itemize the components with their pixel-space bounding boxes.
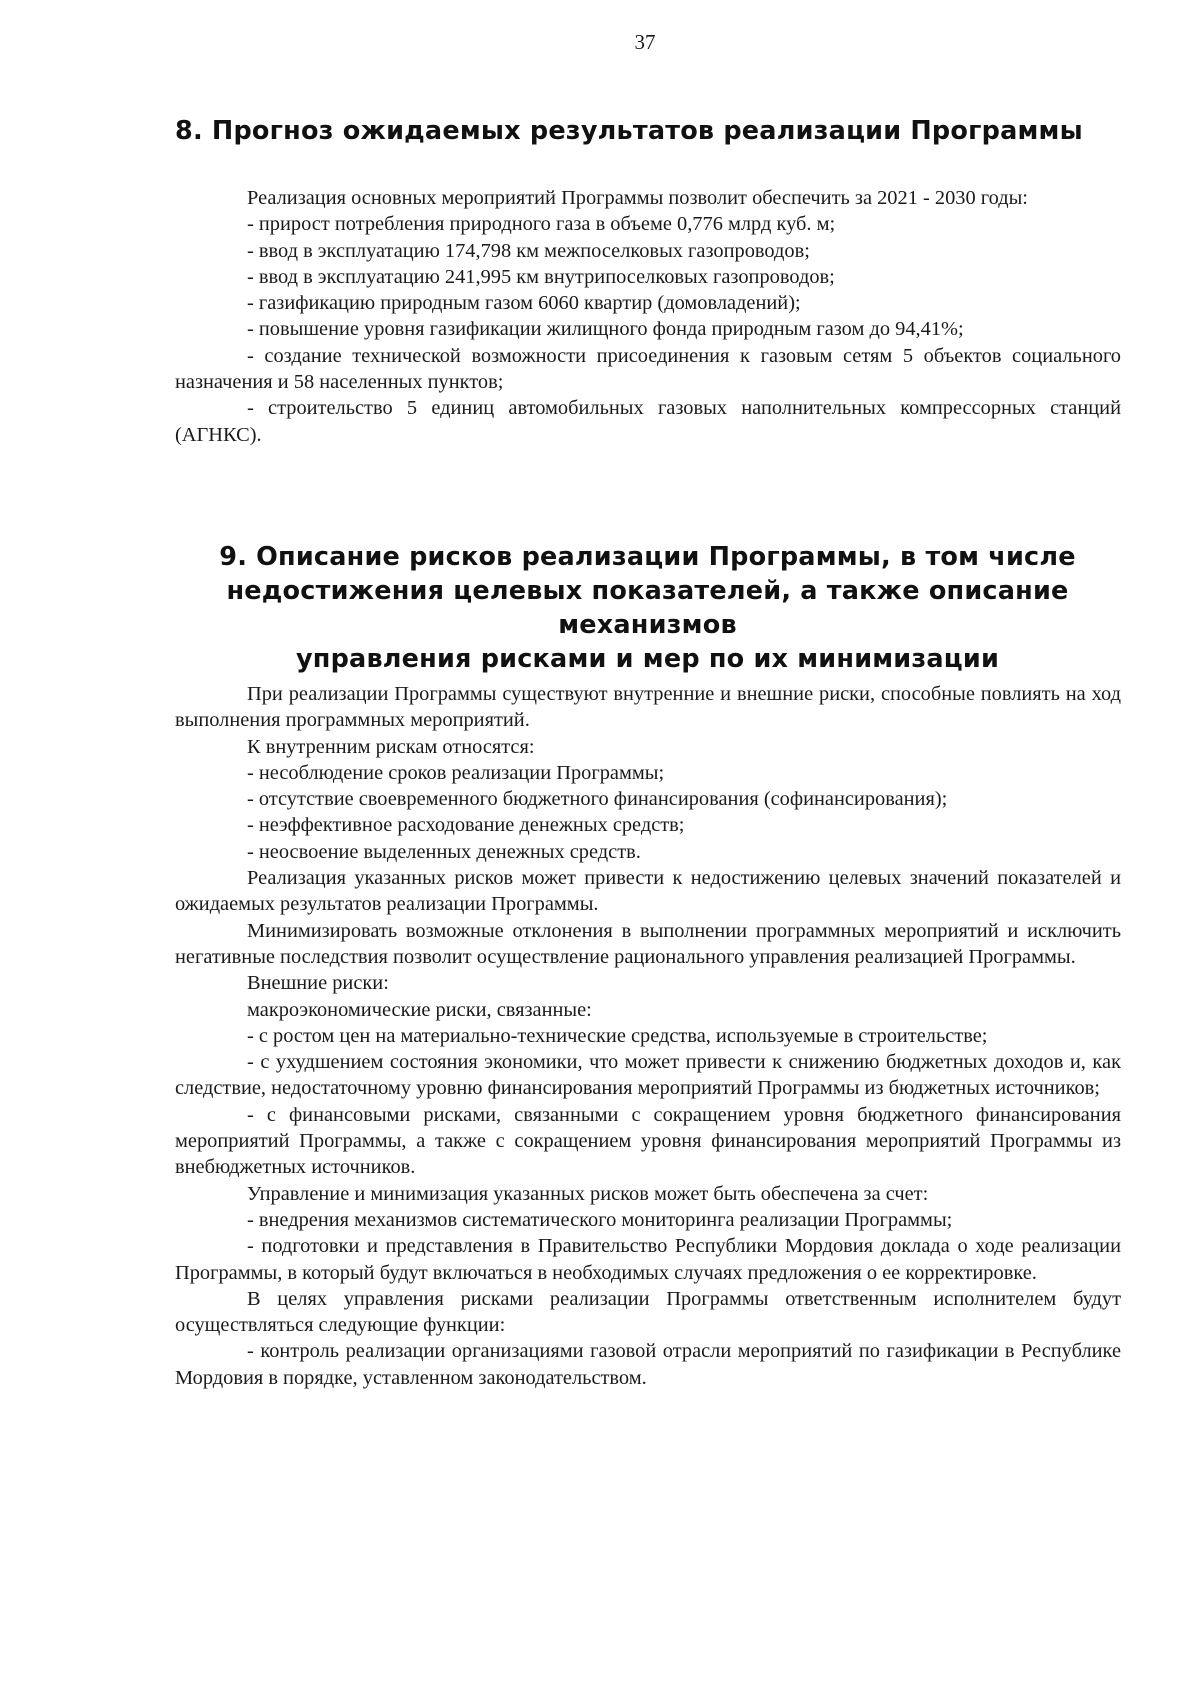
paragraph: К внутренним рискам относятся: xyxy=(247,735,535,758)
result-item: - создание технической возможности присоединения к газовым сетям 5 объектов социального назначения и 58 населенных пунктов; xyxy=(175,344,1121,394)
section-8-heading: 8. Прогноз ожидаемых результатов реализации Программы xyxy=(175,116,1083,146)
measure-item: - контроль реализации организациями газовой отрасли мероприятий по газификации в Республике Мордовия в порядке, уставленном законодательством. xyxy=(175,1340,1121,1389)
risk-item: - с ростом цен на материально-технические средства, используемые в строительстве; xyxy=(247,1024,988,1047)
paragraph: Минимизировать возможные отклонения в выполнении программных мероприятий и исключить негативные последствия позволит осуществление рационального управления реализацией Программы. xyxy=(175,919,1121,968)
risk-item: - неосвоение выделенных денежных средств. xyxy=(247,840,641,863)
section-8-body xyxy=(175,185,1121,448)
risk-item: - несоблюдение сроков реализации Программы; xyxy=(247,761,665,784)
section-8-intro: Реализация основных мероприятий Программы позволит обеспечить за 2021 - 2030 годы: xyxy=(247,187,1028,209)
page-number: 37 xyxy=(634,30,656,54)
paragraph: Управление и минимизация указанных рисков может быть обеспечена за счет: xyxy=(247,1182,929,1205)
section-9-heading-line: недостижения целевых показателей, а также описание механизмов xyxy=(226,576,1069,640)
result-item: - строительство 5 единиц автомобильных газовых наполнительных компрессорных станций (АГНКС). xyxy=(175,397,1121,446)
paragraph: Внешние риски: xyxy=(247,972,389,995)
section-9-heading-line: управления рисками и мер по их минимизации xyxy=(295,644,1000,674)
paragraph: Реализация указанных рисков может привести к недостижению целевых значений показателей и ожидаемых результатов реализации Программы. xyxy=(175,867,1121,916)
paragraph: макроэкономические риски, связанные: xyxy=(247,998,592,1021)
result-item: - газификацию природным газом 6060 квартир (домовладений); xyxy=(247,292,801,315)
measure-item: - подготовки и представления в Правительство Республики Мордовия доклада о ходе реализации Программы, в который будут включаться в необходимых случаях предложения о ее корректировке. xyxy=(175,1235,1121,1284)
section-9-heading xyxy=(165,540,1130,676)
section-9-heading-line: 9. Описание рисков реализации Программы, в том числе xyxy=(219,542,1076,572)
result-item: - повышение уровня газификации жилищного фонда природным газом до 94,41%; xyxy=(247,318,964,341)
measure-item: - внедрения механизмов систематического мониторинга реализации Программы; xyxy=(247,1208,953,1231)
paragraph: В целях управления рисками реализации Программы ответственным исполнителем будут осуществляться следующие функции: xyxy=(175,1287,1121,1337)
risk-item: - с ухудшением состояния экономики, что может привести к снижению бюджетных доходов и, как следствие, недостаточному уровню финансирования мероприятий Программы из бюджетных источников; xyxy=(175,1051,1121,1100)
result-item: - ввод в эксплуатацию 174,798 км межпоселковых газопроводов; xyxy=(247,239,810,262)
risk-item: - отсутствие своевременного бюджетного финансирования (софинансирования); xyxy=(247,788,948,811)
paragraph: При реализации Программы существуют внутренние и внешние риски, способные повлиять на ход выполнения программных мероприятий. xyxy=(175,683,1121,732)
risk-item: - неэффективное расходование денежных средств; xyxy=(247,814,685,837)
risk-item: - с финансовыми рисками, связанными с сокращением уровня бюджетного финансирования мероприятий Программы, а также с сокращением уровня финансирования мероприятий Программы из внебюджетных источников. xyxy=(175,1103,1121,1179)
section-9-body xyxy=(175,681,1121,1391)
result-item: - прирост потребления природного газа в объеме 0,776 млрд куб. м; xyxy=(247,213,836,236)
result-item: - ввод в эксплуатацию 241,995 км внутрипоселковых газопроводов; xyxy=(247,265,835,288)
